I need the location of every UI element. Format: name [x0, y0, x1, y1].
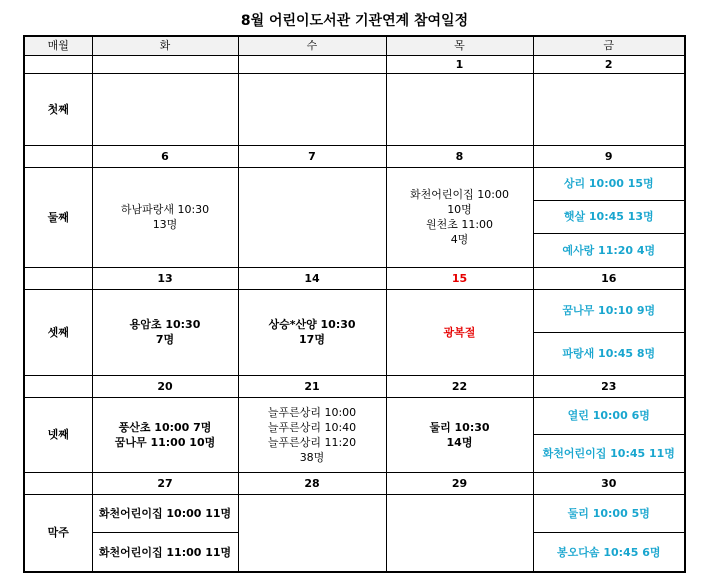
schedule-entry: 늘푸른상리 11:20 — [267, 435, 357, 449]
week3-content-row — [24, 289, 685, 375]
schedule-cell — [386, 73, 533, 145]
schedule-entry: 예사랑 11:20 4명 — [534, 233, 685, 266]
week1-date-label — [24, 55, 92, 73]
week-date-label — [24, 267, 92, 289]
schedule-cell — [92, 73, 238, 145]
schedule-count: 17명 — [299, 333, 325, 346]
week-label: 막주 — [24, 494, 92, 572]
header-thu: 목 — [386, 36, 533, 55]
week5-date-row — [24, 472, 685, 494]
schedule-table — [23, 35, 686, 573]
date-cell: 23 — [533, 375, 685, 397]
date-cell: 21 — [238, 375, 386, 397]
week1-date-row — [24, 55, 685, 73]
schedule-entry: 둘리 10:30 — [429, 420, 490, 434]
date-cell: 1 — [386, 55, 533, 73]
schedule-entry: 늘푸른상리 10:40 — [267, 420, 357, 434]
page-title: 8월 어린이도서관 기관연계 참여일정 — [240, 13, 469, 29]
schedule-cell — [533, 73, 685, 145]
header-fri: 금 — [533, 36, 685, 55]
week-label: 첫째 — [24, 73, 92, 145]
schedule-cell — [92, 167, 238, 267]
week-label: 셋째 — [24, 289, 92, 375]
schedule-cell — [92, 494, 238, 572]
schedule-entry: 원천초 11:00 — [425, 218, 494, 231]
date-cell: 27 — [92, 472, 238, 494]
date-cell: 7 — [238, 145, 386, 167]
schedule-cell — [238, 73, 386, 145]
schedule-entry: 풍산초 10:00 7명 — [118, 420, 212, 434]
schedule-count: 38명 — [299, 450, 325, 464]
week5-content-row — [24, 494, 685, 572]
schedule-count: 14명 — [446, 435, 473, 449]
schedule-entry: 화천어린이집 10:00 11명 — [98, 506, 232, 520]
holiday-date-cell: 15 — [386, 267, 533, 289]
holiday-cell: 광복절 — [386, 289, 533, 375]
schedule-cell — [238, 397, 386, 472]
date-cell: 28 — [238, 472, 386, 494]
date-cell: 9 — [533, 145, 685, 167]
schedule-entry: 열린 10:00 6명 — [567, 409, 650, 423]
header-wed: 수 — [238, 36, 386, 55]
schedule-entry: 늘푸른상리 10:00 — [267, 405, 357, 419]
week-date-label — [24, 472, 92, 494]
schedule-entry: 화천어린이집 10:00 — [410, 188, 509, 201]
schedule-entry: 화천어린이집 11:00 11명 — [93, 532, 238, 571]
week3-date-row — [24, 267, 685, 289]
schedule-entry: 화천어린이집 10:45 11명 — [534, 434, 685, 472]
date-cell: 14 — [238, 267, 386, 289]
week-label: 둘째 — [24, 167, 92, 267]
date-cell — [238, 55, 386, 73]
date-cell: 6 — [92, 145, 238, 167]
schedule-cell — [92, 397, 238, 472]
schedule-cell — [238, 289, 386, 375]
week-label: 넷째 — [24, 397, 92, 472]
week4-content-row — [24, 397, 685, 472]
date-cell: 8 — [386, 145, 533, 167]
schedule-cell — [386, 494, 533, 572]
date-cell: 2 — [533, 55, 685, 73]
schedule-cell — [533, 494, 685, 572]
date-cell — [92, 55, 238, 73]
schedule-count: 13명 — [152, 218, 178, 231]
week-date-label — [24, 375, 92, 397]
week2-content-row — [24, 167, 685, 267]
schedule-cell — [238, 494, 386, 572]
schedule-cell — [386, 167, 533, 267]
header-month: 매월 — [24, 36, 92, 55]
schedule-entry: 꿈나무 11:00 10명 — [114, 435, 216, 449]
date-cell: 20 — [92, 375, 238, 397]
schedule-cell — [386, 397, 533, 472]
week1-content-row — [24, 73, 685, 145]
schedule-entry: 하남파랑새 10:30 — [120, 203, 210, 216]
schedule-count: 10명 — [447, 203, 472, 216]
schedule-cell — [92, 289, 238, 375]
date-cell: 22 — [386, 375, 533, 397]
date-cell: 30 — [533, 472, 685, 494]
week4-date-row — [24, 375, 685, 397]
schedule-entry: 파랑새 10:45 8명 — [534, 332, 685, 375]
header-row — [24, 36, 685, 55]
schedule-entry: 상리 10:00 15명 — [563, 177, 654, 191]
date-cell: 16 — [533, 267, 685, 289]
schedule-cell — [238, 167, 386, 267]
date-cell: 29 — [386, 472, 533, 494]
schedule-cell — [533, 167, 685, 267]
schedule-entry: 상승*산양 10:30 — [268, 318, 356, 331]
schedule-entry: 둘리 10:00 5명 — [567, 506, 650, 520]
header-tue: 화 — [92, 36, 238, 55]
schedule-cell — [533, 289, 685, 375]
schedule-entry: 꿈나무 10:10 9명 — [562, 304, 656, 317]
schedule-entry: 용암초 10:30 — [129, 318, 201, 331]
schedule-entry: 햇살 10:45 13명 — [534, 200, 685, 233]
schedule-entry: 봉오다솜 10:45 6명 — [534, 532, 685, 571]
schedule-count: 4명 — [450, 233, 469, 246]
date-cell: 13 — [92, 267, 238, 289]
week2-date-row — [24, 145, 685, 167]
schedule-cell — [533, 397, 685, 472]
week-date-label — [24, 145, 92, 167]
schedule-count: 7명 — [155, 333, 175, 346]
